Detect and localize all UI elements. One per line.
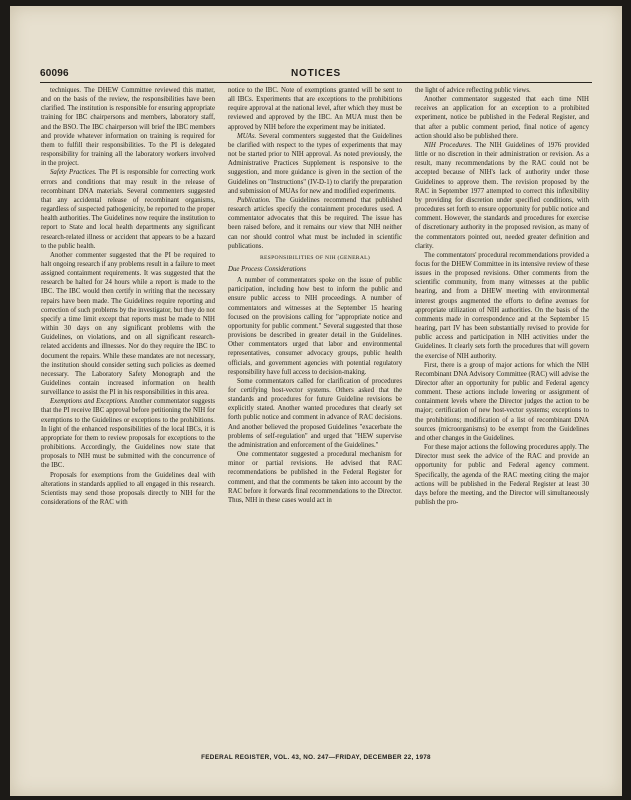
paragraph — [228, 86, 402, 132]
paragraph-text: Some commentators called for clarification of procedures for certifying host-vector systems. Others asked that the standards and procedures for future Guideline revisions be explicitly stated. Another wanted procedures that clearly set forth public notice and comment in advance of RAC decisions. And another believed the proposed Guidelines "exacerbate the problems of self-regulation" and urged that "HEW supervise the administration and enforcement of the Guidelines." — [228, 377, 402, 449]
paragraph — [228, 377, 402, 450]
paragraph — [415, 95, 589, 141]
paragraph-lead: Publication. — [237, 196, 271, 204]
paragraph-lead: NIH Procedures. — [424, 141, 473, 149]
paragraph — [41, 168, 215, 250]
paragraph-lead: Exemptions and Exceptions. — [50, 398, 128, 406]
text-column-2 — [228, 86, 402, 505]
paragraph — [228, 450, 402, 505]
page-number: 60096 — [40, 68, 69, 79]
paragraph-text: Another commentator suggests that the PI receive IBC approval before petitioning the NIH for exemptions to the Guidelines or exceptions to the prohibitions. In light of the enhanced responsibilities of the local IBCs, it is appropriate for them to review proposals for exceptions to the prohibitions. Accordingly, the Guidelines now state that proposals to NIH must be submitted with the concurrence of the IBC. — [41, 398, 216, 470]
footer-citation: FEDERAL REGISTER, VOL. 43, NO. 247—FRIDAY, DECEMBER 22, 1978 — [201, 754, 431, 761]
paragraph-text: Several commenters suggested that the Guidelines be clarified with respect to the types of experiments that may not be started prior to NIH approval. As noted previously, the Administrative Practices Supplement is responsive to the suggestion, and more guidance is given in the section of the Guidelines on "Instructions" (IV-D-1) to clarify the preparation and submission of MUAs for new and modified experiments. — [228, 132, 402, 195]
paragraph-text: One commentator suggested a procedural mechanism for minor or partial revisions. He advised that RAC recommendations be published in the Federal Register for comment, and that the comments be taken into account by the RAC before it forwards final recommendations to the Director. Thus, NIH in these cases would act in — [228, 451, 402, 504]
paragraph-text: The Guidelines recommend that published research articles specify the containment procedures used. A commentator advocates that this be required. The issue has been raised before, and it remains our view that NIH neither can nor should control what must be included in scientific publications. — [228, 196, 402, 250]
paragraph-lead: MUAs. — [237, 132, 257, 140]
document-page — [10, 6, 622, 796]
text-column-3 — [415, 86, 589, 507]
paragraph-text: The commentators' procedural recommendations provided a focus for the DHEW Committee in its intensive review of these issues in the proposed revisions. Other comments from the scientific community, from many witnesses at the public hearing, and from a DHEW meeting with environmental interest groups augmented the efforts to define avenues for appropriate utilization of NIH authorities. On the basis of the comments made in correspondence and at the September 15 hearing, part IV has been substantially revised to provide for public access and participation in NIH activities under the Guidelines. It clearly sets forth the procedures that will govern the exercise of NIH authority. — [415, 251, 589, 360]
paragraph-text: Another commentator suggested that each time NIH receives an application for an exception to a prohibited experiment, notice be published in the Federal Register, and that after a public comment period, final notice of agency action should also be published there. — [415, 96, 589, 140]
paragraph — [41, 86, 215, 168]
paragraph — [41, 471, 215, 508]
paragraph-text: techniques. The DHEW Committee reviewed this matter, and on the basis of the review, the responsibilities have been clarified. The institution is responsible for ensuring appropriate training for IBC chairpersons and members, laboratory staff, and the BSO. The IBC chairperson will brief the IBC members and provide whatever information on training is required for them to fulfill their responsibilities. To the PI is delegated responsibility for training all the laboratory workers involved in the project. — [41, 87, 215, 168]
paragraph — [228, 196, 402, 251]
paragraph — [415, 443, 589, 507]
paragraph — [415, 141, 589, 251]
paragraph-lead: Safety Practices. — [50, 169, 97, 177]
paragraph-text: Another commenter suggested that the PI be required to halt ongoing research if any problems result in a failure to meet assigned containment requirements. It was suggested that the research be halted for 24 hours while a report is made to the IBC. The IBC would then certify in writing that the necessary repairs have been made. The Guidelines require reporting and correction of such problems by the investigator, but they do not specify a time limit except that reports must be made to NIH within 30 days on any significant problems with the Guidelines, on violations, and on all significant research-related accidents and illnesses. Nor do they require the IBC to document the repairs. While these mandates are not necessary, the institution should consider setting such policies as deemed necessary. The Laboratory Safety Monograph and the Guidelines contain increased information on health surveillance to assist the PI in his responsibilities in this area. — [41, 251, 215, 397]
paragraph — [415, 86, 589, 95]
paragraph-text: notice to the IBC. Note of exemptions granted will be sent to all IBCs. Experiments that are exceptions to the prohibitions require approval at the national level, after which they must be reviewed and approved by the IBC. An MUA must then be approved by NIH before the experiment may be initiated. — [228, 87, 402, 131]
paragraph-text: Proposals for exemptions from the Guidelines deal with alterations in standards applied to all engaged in this research. Scientists may send those proposals directly to NIH for the considerations of the RAC with — [41, 471, 215, 507]
paragraph-text: the light of advice reflecting public views. — [415, 87, 531, 94]
paragraph — [41, 251, 215, 398]
page-title: NOTICES — [290, 68, 342, 79]
paragraph-text: A number of commentators spoke on the issue of public participation, including how best to inform the public and ensure public access to NIH proceedings. A number of commentators and witnesses at the September 15 hearing focused on the provisions calling for "appropriate notice and opportunity for public comment." Several suggested that those provisions be described in greater detail in the Guidelines. Other commentators urged that labor and environmental representatives, consumer advocacy groups, public health officials, and government agencies with potential regulatory responsibility have full access to decision-making. — [228, 277, 402, 376]
paragraph — [228, 276, 402, 377]
paragraph-text: For these major actions the following procedures apply. The Director must seek the advice of the RAC and provide an opportunity for public and Federal agency comment. Specifically, the agenda of the RAC meeting citing the major actions will be published in the Federal Register at least 30 days before the meeting, and the Director will simultaneously publish the pro- — [415, 444, 589, 507]
paragraph — [415, 251, 589, 361]
paragraph-text: First, there is a group of major actions for which the NIH Recombinant DNA Advisory Committee (RAC) will advise the Director after an opportunity for public and Federal agency comment. These actions include lowering or assignment of containment levels where the Director judges the action to be major; certification of new host-vector systems; exceptions to the prohibitions; modification of a list of recombinant DNA sources (microorganisms) to be exempt from the Guidelines and other changes in the Guidelines. — [415, 361, 589, 442]
paragraph — [415, 361, 589, 443]
paragraph — [41, 397, 215, 470]
text-column-1 — [41, 86, 215, 507]
paragraph-text: The PI is responsible for correcting work errors and conditions that may result in the release of recombinant DNA materials. Several commenters suggested that any accidental release of recombinant organisms, regardless of suspected pathogenicity, be reported to the proper health authorities. The Guidelines now require the institution to report to State and local health departments any significant research-related illness or accident that appears to be a hazard to the public health. — [41, 169, 215, 250]
subsection-heading: Due Process Considerations — [228, 265, 307, 273]
section-heading: RESPONSIBILITIES OF NIH (GENERAL) — [259, 254, 371, 261]
paragraph — [228, 132, 402, 196]
header-rule — [40, 82, 592, 83]
paragraph-text: The NIH Guidelines of 1976 provided little or no discretion in their administration or revision. As a result, many recommendations by the RAC could not be accepted because of NIH's lack of authority under those Guidelines to approve them. The revision proposed by the RAC in September 1977 attempted to correct this inflexibility by providing for discretion under specified conditions, with procedures set forth to ensure opportunity for public notice and comment. However, the standards and procedures for exercise of discretionary authority in the proposed revision, as many of the commentators pointed out, needed greater definition and clarity. — [415, 141, 590, 250]
